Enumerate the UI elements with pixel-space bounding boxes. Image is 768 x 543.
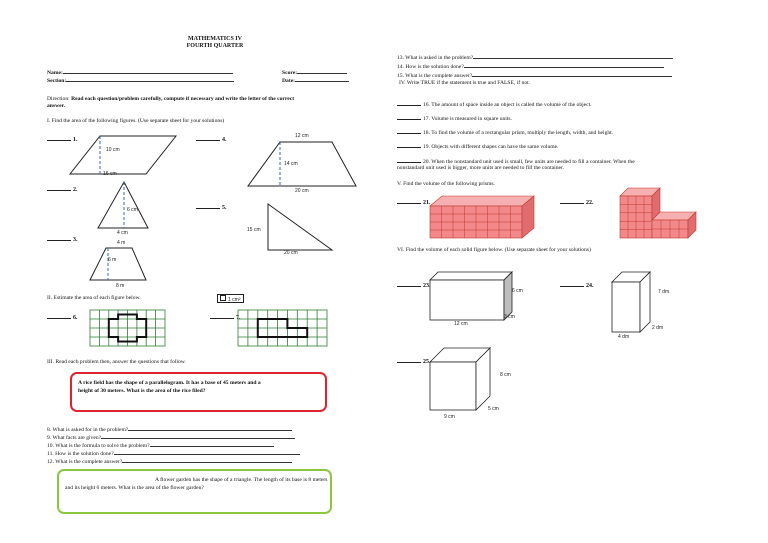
fig1-base-label: 16 cm <box>103 171 117 177</box>
fig25-height-label: 8 cm <box>500 372 511 378</box>
fig3-height-label: 6 m <box>108 257 117 263</box>
part4-title: IV. Write TRUE if the statement is true and FALSE, if not. <box>399 80 531 86</box>
fig3-base-label: 8 m <box>116 283 125 289</box>
question-11: 11. How is the solution done? <box>47 448 300 457</box>
fig23-length-label: 12 cm <box>454 321 468 327</box>
fig23-width-label: 3 cm <box>504 314 515 320</box>
fig4-height-label: 14 cm <box>284 161 298 167</box>
fig25-width-label: 5 cm <box>488 406 499 412</box>
date-field[interactable]: Date: <box>282 75 349 84</box>
fig2-height-label: 6 cm <box>127 207 138 213</box>
question-8: 8. What is asked for in the problem? <box>47 424 292 433</box>
doc-subtitle: FOURTH QUARTER <box>186 43 244 49</box>
right-triangle-figure <box>266 202 334 252</box>
rice-field-problem-box <box>70 372 327 412</box>
triangle-figure <box>98 180 150 230</box>
fig4-top-label: 12 cm <box>295 133 309 139</box>
item-22: 22. <box>560 197 594 206</box>
cube-prism-21 <box>430 196 536 240</box>
item-21: 21. <box>397 197 431 206</box>
rectangular-prism-23 <box>430 272 514 322</box>
statement-16: 16. The amount of space inside an object is called the volume of the object. <box>397 99 592 108</box>
unit-legend: 1 cm² <box>217 294 244 303</box>
item-5: 5. <box>196 202 227 211</box>
item-7: 7. <box>210 312 241 321</box>
item-1: 1. <box>47 134 78 143</box>
fig5-base-label: 20 cm <box>284 250 298 256</box>
question-12: 12. What is the complete answer? <box>47 456 292 465</box>
fig5-side-label: 15 cm <box>247 227 261 233</box>
item-3: 3. <box>47 234 78 243</box>
fig1-side-label: 10 cm <box>106 147 120 153</box>
question-10: 10. What is the formula to solve the problem? <box>47 440 274 449</box>
directions: Direction: Read each question/problem carefully, compute if necessary and write the letter of the correct <box>47 96 295 102</box>
fig24-height-label: 7 dm <box>658 289 670 295</box>
question-13: 13. What is asked in the problem? <box>397 52 673 61</box>
cube-prism-22 <box>620 188 698 240</box>
parallelogram-figure <box>70 134 180 176</box>
rectangular-prism-25 <box>430 348 492 412</box>
statement-20-cont: nonstandard unit used is bigger, more units are needed to fill the container. <box>397 165 564 171</box>
part2-title: II. Estimate the area of each figure below. <box>47 295 141 301</box>
rectangular-prism-24 <box>612 272 652 334</box>
fig4-base-label: 20 cm <box>295 188 309 194</box>
statement-20: 20. When the nonstandard unit used is small, few units are needed to fill a container. When the <box>397 156 635 165</box>
question-14: 14. How is the solution done? <box>397 61 664 70</box>
trapezoid-figure <box>90 246 148 282</box>
fig23-height-label: 6 cm <box>512 288 523 294</box>
problem1-line2: height of 30 meters. What is the area of the rice filed? <box>78 388 206 394</box>
fig24-length-label: 4 dm <box>618 334 630 340</box>
problem1-line1: A rice field has the shape of a parallelogram. It has a base of 45 meters and a <box>78 380 261 386</box>
item-2: 2. <box>47 184 78 193</box>
statement-18: 18. To find the volume of a rectangular prism, multiply the length, width, and height. <box>397 127 613 136</box>
doc-title: MATHEMATICS IV <box>188 36 242 42</box>
name-field[interactable]: Name: <box>47 67 233 76</box>
part3-title: III. Read each problem then, answer the questions that follow. <box>47 359 186 365</box>
part5-title: V. Find the volume of the following prisms. <box>397 181 495 187</box>
question-15: 15. What is the complete answer? <box>397 70 672 79</box>
large-trapezoid-figure <box>248 140 358 188</box>
flower-garden-problem-box <box>57 469 332 514</box>
problem2-line1: A flower garden has the shape of a triangle. The length of its base is 8 meters <box>155 477 328 483</box>
part1-title: I. Find the area of the following figures. (Use separate sheet for your solutions) <box>47 118 225 124</box>
fig3-top-label: 4 m <box>117 240 126 246</box>
fig25-length-label: 9 cm <box>444 414 455 420</box>
grid-figure-7 <box>238 310 328 347</box>
statement-17: 17. Volume is measured in square units. <box>397 113 512 122</box>
part6-title: VI. Find the volume of each solid figure below. (Use separate sheet for your solutions) <box>397 247 591 253</box>
question-9: 9. What facts are given? <box>47 432 295 441</box>
fig24-width-label: 2 dm <box>652 325 664 331</box>
problem2-line2: and its height 6 meters. What is the area of the flower garden? <box>65 485 204 491</box>
item-25: 25. <box>397 356 431 365</box>
item-4: 4. <box>196 134 227 143</box>
section-field[interactable]: Section: <box>47 75 234 84</box>
fig2-base-label: 4 cm <box>117 230 128 236</box>
item-24: 24. <box>560 280 594 289</box>
item-6: 6. <box>47 312 78 321</box>
directions-cont: answer. <box>47 103 65 109</box>
grid-figure-6 <box>90 310 166 347</box>
item-23: 23. <box>397 280 431 289</box>
statement-19: 19. Objects with different shapes can have the same volume. <box>397 141 559 150</box>
score-field[interactable]: Score: <box>282 67 347 76</box>
